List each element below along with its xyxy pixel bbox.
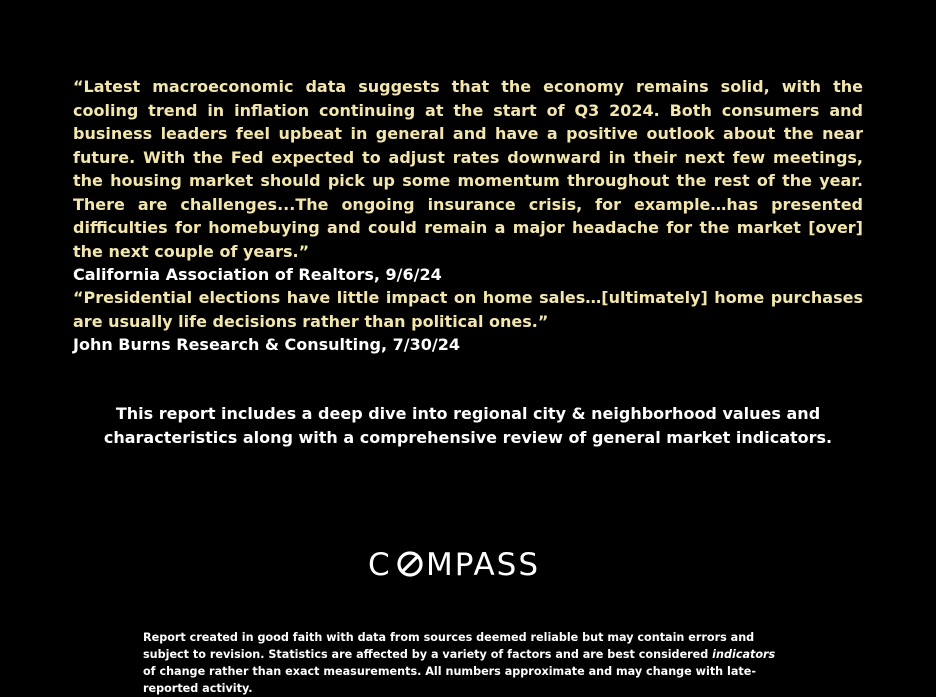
logo-letter-c: C — [368, 547, 392, 583]
quote-source: John Burns Research & Consulting, 7/30/24 — [73, 335, 460, 354]
logo-letters-mpass: MPASS — [426, 547, 541, 583]
disclaimer — [143, 629, 783, 697]
compass-o-icon — [399, 553, 421, 575]
quote-block-john-burns — [73, 286, 863, 357]
report-description — [100, 402, 836, 450]
quote-text: “Presidential elections have little impact on home sales…[ultimately] home purchases are usually life decisions rather than political ones.” — [73, 288, 863, 331]
disclaimer-emphasis: indicators — [712, 648, 776, 661]
quote-source: California Association of Realtors, 9/6/24 — [73, 265, 442, 284]
quote-block-car — [73, 75, 863, 287]
disclaimer-text: Report created in good faith with data from sources deemed reliable but may contain errors and subject to revision. Statistics are affected by a variety of factors and are best considered — [143, 631, 755, 661]
disclaimer-text: of change rather than exact measurements. All numbers approximate and may change with late-reported activity. — [143, 665, 757, 695]
report-description-line: characteristics along with a comprehensive review of general market indicators. — [103, 428, 833, 447]
report-description-line: This report includes a deep dive into regional city & neighborhood values and — [115, 404, 821, 423]
compass-logo — [368, 544, 568, 584]
quote-text: “Latest macroeconomic data suggests that the economy remains solid, with the cooling trend in inflation continuing at the start of Q3 2024. Both consumers and business leaders feel upbeat in general and have a positive outlook about the near future. With the Fed expected to adjust rates downward in their next few meetings, the housing market should pick up some momentum throughout the rest of the year. There are challenges...The ongoing insurance crisis, for example…has presented difficulties for homebuying and could remain a major headache for the market [over] the next couple of years.” — [73, 77, 863, 261]
